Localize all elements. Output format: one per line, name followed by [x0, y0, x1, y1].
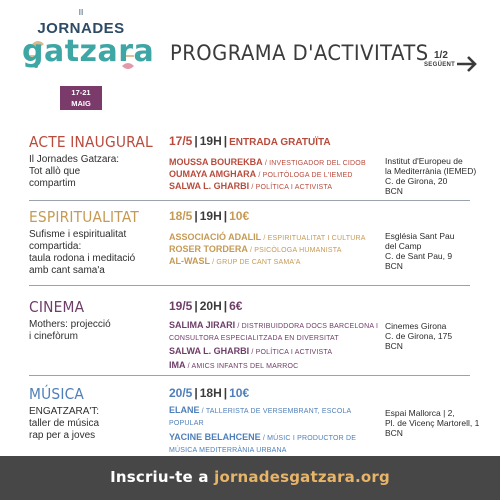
speaker-role: / POLITÒLOGA DE L'IEMED — [256, 172, 353, 179]
pager-next-button[interactable] — [420, 50, 480, 80]
speakers-list — [169, 320, 384, 372]
section-schedule: 17/5 | 19H | ENTRADA GRATUÏTA — [169, 134, 331, 148]
logo-jornades-word: JORNADES — [37, 20, 125, 37]
speakers-list — [169, 405, 384, 456]
event-price: 10€ — [229, 209, 250, 223]
speaker-name: IMA — [169, 360, 186, 370]
footer-website-link[interactable]: jornadesgatzara.org — [214, 468, 390, 486]
event-date: 17/5 — [169, 134, 193, 148]
speaker-item — [169, 157, 384, 169]
speaker-name: ELANE — [169, 405, 200, 415]
speaker-name: AL-WASL — [169, 256, 210, 266]
venue-line: BCN — [385, 341, 403, 351]
subtitle-line: i cinefòrum — [29, 331, 78, 342]
section-divider — [29, 375, 470, 376]
speaker-item — [169, 232, 384, 244]
venue-line: Institut d'Europeu de — [385, 156, 463, 166]
section-title: ACTE INAUGURAL — [29, 133, 153, 151]
subtitle-line: Sufisme i espiritualitat — [29, 229, 127, 240]
subtitle-line: taula rodona i meditació — [29, 253, 136, 264]
page-title: PROGRAMA D'ACTIVITATS — [170, 41, 429, 65]
speaker-role: / TALLERISTA DE VERSEMBRANT, ESCOLA POPULAR — [169, 408, 352, 427]
venue-line: C. de Sant Pau, 9 — [385, 251, 453, 261]
venue-address — [385, 231, 497, 271]
speakers-list — [169, 157, 384, 193]
event-price: ENTRADA GRATUÏTA — [229, 137, 331, 148]
speaker-name: SALIMA JIRARI — [169, 320, 236, 330]
subtitle-line: amb cant sama'a — [29, 265, 105, 276]
speaker-name: MOUSSA BOUREKBA — [169, 157, 263, 167]
subtitle-line: compartim — [29, 178, 76, 189]
subtitle-line: Mothers: projecció — [29, 319, 111, 330]
venue-address — [385, 321, 497, 351]
speaker-item — [169, 360, 384, 372]
speaker-role: / POLÍTICA I ACTIVISTA — [249, 184, 333, 191]
venue-line: Espai Mallorca | 2, — [385, 408, 455, 418]
speaker-item — [169, 320, 384, 344]
section-subtitle — [29, 154, 164, 190]
subtitle-line: rap per a joves — [29, 430, 96, 441]
event-price: 6€ — [229, 299, 243, 313]
speakers-list — [169, 232, 384, 268]
venue-line: BCN — [385, 186, 403, 196]
speaker-item — [169, 244, 384, 256]
page-indicator: 1/2 — [434, 50, 448, 61]
next-label: SEGÜENT — [424, 62, 456, 68]
speaker-role: / DISTRIBUIDDORA DOCS BARCELONA I CONSULTORA ESPECIALITZADA EN DIVERSITAT — [169, 323, 379, 342]
venue-line: C. de Girona, 175 — [385, 331, 453, 341]
speaker-name: SALWA L. GHARBI — [169, 181, 250, 191]
speaker-role: / MÚSIC I PRODUCTOR DE MÚSICA MEDITERRÀNIA URBANA — [169, 435, 357, 454]
section-subtitle — [29, 406, 164, 442]
speaker-item — [169, 405, 384, 429]
event-date: 20/5 — [169, 386, 193, 400]
subtitle-line: Il Jornades Gatzara: — [29, 154, 120, 165]
speaker-name: SALWA L. GHARBI — [169, 346, 250, 356]
venue-line: la Mediterrània (IEMED) — [385, 166, 477, 176]
section-title: ESPIRITUALITAT — [29, 208, 139, 226]
logo-edition-number: II — [78, 8, 84, 17]
section-divider — [29, 285, 470, 286]
speaker-role: / PSICÒLOGA HUMANISTA — [247, 247, 342, 254]
section-title: CINEMA — [29, 298, 85, 316]
speaker-item — [169, 432, 384, 456]
subtitle-line: Tot allò que — [29, 166, 81, 177]
venue-line: BCN — [385, 428, 403, 438]
venue-line: Cinemes Girona — [385, 321, 447, 331]
speaker-role: / GRUP DE CANT SAMA'A — [210, 259, 301, 266]
venue-line: BCN — [385, 261, 403, 271]
logo-gatzara-text: gatzara — [22, 34, 155, 69]
dates-badge — [60, 86, 102, 110]
section-title: MÚSICA — [29, 385, 85, 403]
speaker-role: / AMICS INFANTS DEL MARROC — [185, 363, 299, 370]
event-time: 19H — [199, 209, 222, 223]
speaker-item — [169, 346, 384, 358]
event-date: 19/5 — [169, 299, 193, 313]
event-logo — [22, 8, 155, 114]
venue-line: Pl. de Vicenç Martorell, 1 — [385, 418, 480, 428]
venue-address — [385, 408, 497, 438]
event-time: 18H — [199, 386, 222, 400]
speaker-item — [169, 169, 384, 181]
speaker-name: YACINE BELAHCENE — [169, 432, 261, 442]
speaker-role: / ESPIRITUALITAT I CULTURA — [261, 235, 366, 242]
venue-line: del Camp — [385, 241, 422, 251]
logo-gatzara-word — [22, 34, 155, 69]
section-subtitle — [29, 229, 164, 277]
speaker-name: ROSER TORDERA — [169, 244, 248, 254]
speaker-name: ASSOCIACIÓ ADALIL — [169, 232, 262, 242]
section-subtitle — [29, 319, 164, 343]
dates-month: MAIG — [71, 99, 91, 108]
section-divider — [29, 200, 470, 201]
venue-line: Església Sant Pau — [385, 231, 455, 241]
speaker-role: / POLÍTICA I ACTIVISTA — [249, 349, 333, 356]
subtitle-line: taller de música — [29, 418, 100, 429]
event-price: 10€ — [229, 386, 250, 400]
footer-prefix: Inscriu-te a — [110, 468, 215, 486]
section-schedule: 18/5 | 19H | 10€ — [169, 209, 250, 223]
speaker-role: / INVESTIGADOR DEL CIDOB — [262, 160, 366, 167]
dates-range: 17-21 — [71, 88, 91, 97]
venue-line: C. de Girona, 20 — [385, 176, 448, 186]
venue-address — [385, 156, 497, 196]
section-schedule: 19/5 | 20H | 6€ — [169, 299, 243, 313]
section-schedule: 20/5 | 18H | 10€ — [169, 386, 250, 400]
speaker-item — [169, 181, 384, 193]
footer-banner — [0, 456, 500, 500]
event-date: 18/5 — [169, 209, 193, 223]
subtitle-line: ENGATZARA'T: — [29, 406, 100, 417]
event-time: 19H — [199, 134, 222, 148]
speaker-name: OUMAYA AMGHARA — [169, 169, 257, 179]
event-time: 20H — [199, 299, 222, 313]
footer-signup-text — [0, 468, 500, 486]
subtitle-line: compartida: — [29, 241, 82, 252]
speaker-item — [169, 256, 384, 268]
arrow-right-icon — [456, 56, 478, 72]
